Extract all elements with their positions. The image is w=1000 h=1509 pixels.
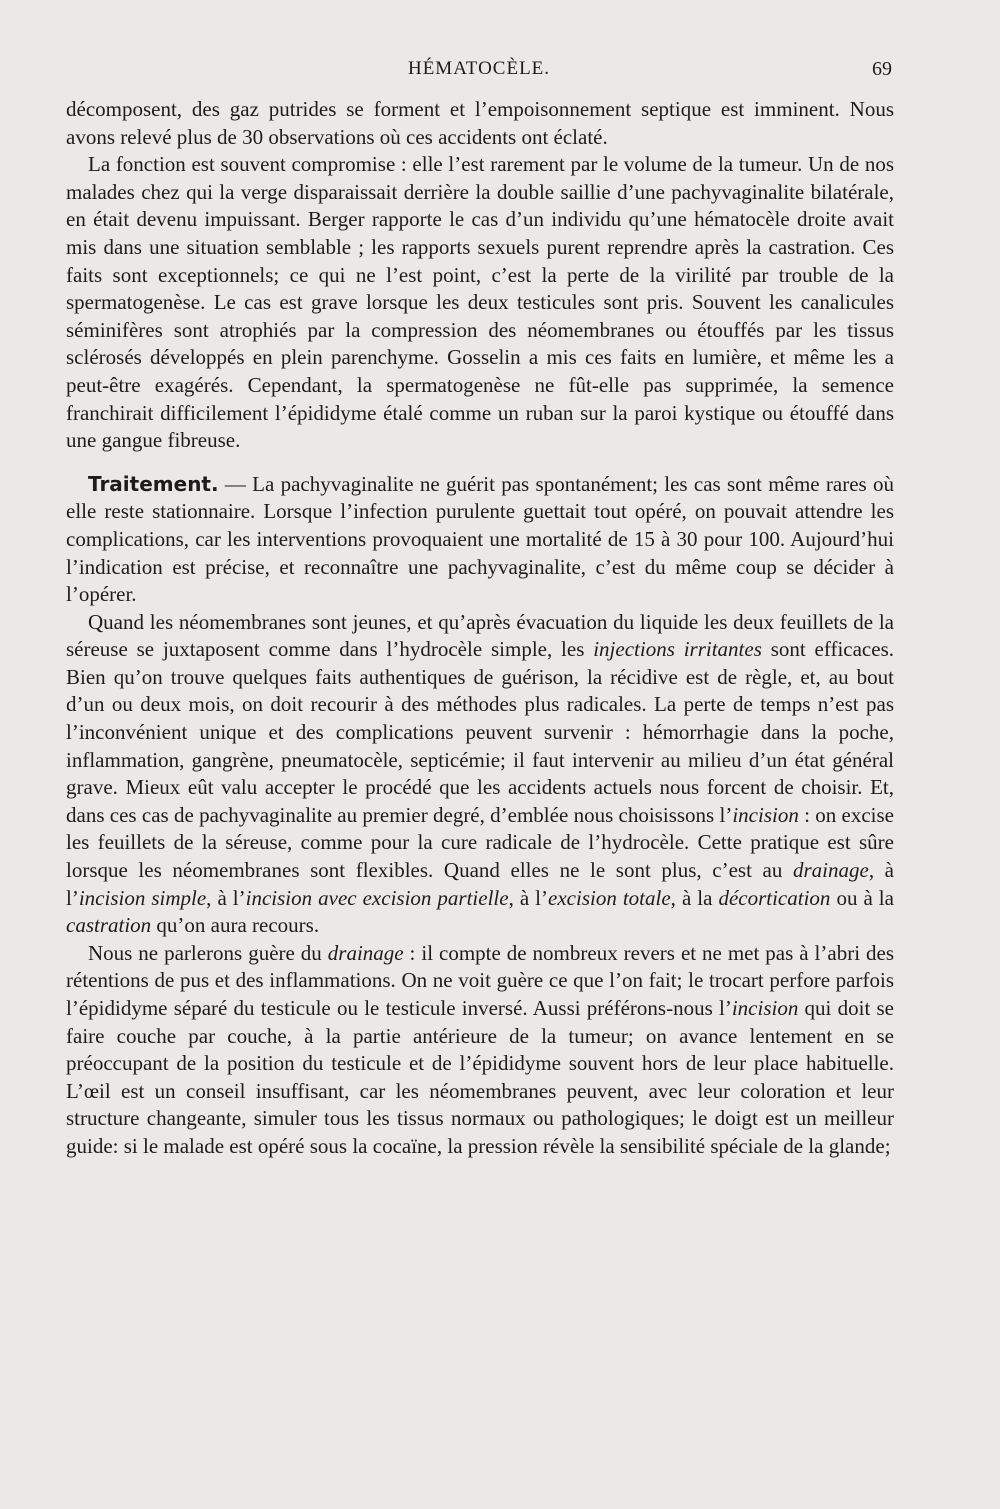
section-heading-traitement: Traitement. — [88, 471, 219, 496]
text-run: sont efficaces. Bien qu’on trouve quelques faits authentiques de guérison, la récidive est de règle, et, au bout d’un ou deux mois, on doit recourir à des méthodes plus radicales. La perte de temps n’est pas l’inconvénient unique et des complications peuvent survenir : hémorrhagie dans la poche, inflammation, gangrène, pneumatocèle, septicémie; il faut intervenir au milieu d’un état général grave. Mieux eût valu accepter le procédé que les accidents actuels nous forcent de choisir. Et, dans ces cas de pachyvaginalite au premier degré, d’emblée nous choisissons l’ — [66, 637, 895, 827]
text-run: Quand les néomembranes sont jeunes, et qu’après évacuation du liquide les deux feuillets de la séreuse se juxtaposent comme dans l’hydrocèle simple, les — [66, 609, 894, 662]
italic-term: décortication — [718, 885, 831, 910]
page-number: 69 — [872, 58, 892, 80]
paragraph-3 — [66, 471, 894, 609]
paragraph-4 — [66, 609, 894, 940]
text-run: : on excise les feuillets de la séreuse, comme pour la cure radicale de l’hydrocèle. Cette pratique est sûre lorsque les néomembranes sont flexibles. Quand elles ne le sont plus, c’est au — [66, 802, 894, 883]
text-run: qui doit se faire couche par couche, à la partie antérieure de la tumeur; on avance lentement en se préoccupant de la position du testicule et de l’épididyme souvent hors de leur place habituelle. L’œil est un conseil insuffisant, car les néomembranes peuvent, avec leur coloration et leur structure changeante, simuler tous les tissus normaux ou pathologiques; le doigt est un meilleur guide: si le malade est opéré sous la cocaïne, la pression révèle la sensibilité spéciale de la glande; — [66, 996, 894, 1158]
running-title: HÉMATOCÈLE. — [407, 58, 551, 79]
text-run: , à la — [670, 885, 719, 910]
running-header — [66, 58, 892, 88]
paragraph-1: décomposent, des gaz putrides se forment et l’empoisonnement septique est imminent. Nous avons relevé plus de 30 observations où ces accidents ont éclaté. — [66, 97, 894, 149]
text-run: Nous ne parlerons guère du — [88, 940, 328, 965]
paragraph-2: La fonction est souvent compromise : elle l’est rarement par le volume de la tumeur. Un de nos malades chez qui la verge disparaissait derrière la double saillie d’une pachyvaginalite bilatérale, en était devenu impuissant. Berger rapporte le cas d’un individu qu’une hématocèle droite avait mis dans une situation semblable ; les rapports sexuels purent reprendre après la castration. Ces faits sont exceptionnels; ce qui ne l’est point, c’est la perte de la virilité par trouble de la spermatogenèse. Le cas est grave lorsque les deux testicules sont pris. Souvent les canalicules séminifères sont atrophiés par la compression des néomembranes ou étouffés par les tissus sclérosés développés en plein parenchyme. Gosselin a mis ces faits en lumière, et même les a peut-être exagérés. Cependant, la spermatogenèse ne fût-elle pas supprimée, la semence franchirait difficilement l’épididyme étalé comme un ruban sur la paroi kystique ou étouffé dans une gangue fibreuse. — [66, 152, 894, 453]
text-run: ou à la — [830, 885, 894, 910]
italic-term: incision — [732, 802, 799, 827]
italic-term: drainage — [792, 858, 869, 883]
paragraph-5 — [66, 940, 894, 1161]
italic-term: incision avec excision partielle — [245, 885, 509, 910]
italic-term: incision — [731, 996, 799, 1020]
italic-term: incision simple — [78, 885, 207, 910]
italic-term: castration — [66, 913, 152, 938]
text-run: , à l’ — [508, 885, 549, 910]
text-run: qu’on aura recours. — [151, 913, 320, 938]
italic-term: injections irritantes — [593, 637, 762, 662]
italic-term: drainage — [327, 940, 404, 965]
paragraph-3-text: — La pachyvaginalite ne guérit pas spontanément; les cas sont même rares où elle reste stationnaire. Lorsque l’infection purulente guettait tout opéré, on pouvait attendre les complications, car les interventions provoquaient une mortalité de 15 à 30 pour 100. Aujourd’hui l’indication est précise, et reconnaître une pachyvaginalite, c’est du même coup se décider à l’opérer. — [66, 471, 894, 607]
text-run: , à l’ — [206, 885, 246, 910]
italic-term: excision totale — [548, 885, 671, 910]
body-text — [66, 96, 894, 1161]
text-run: , à l’ — [66, 858, 894, 910]
text-run: : il compte de nombreux revers et ne met pas à l’abri des rétentions de pus et des inflammations. On ne voit guère ce que l’on fait; le trocart perfore parfois l’épididyme séparé du testicule ou le testicule inversé. Aussi préférons-nous l’ — [66, 940, 894, 1020]
